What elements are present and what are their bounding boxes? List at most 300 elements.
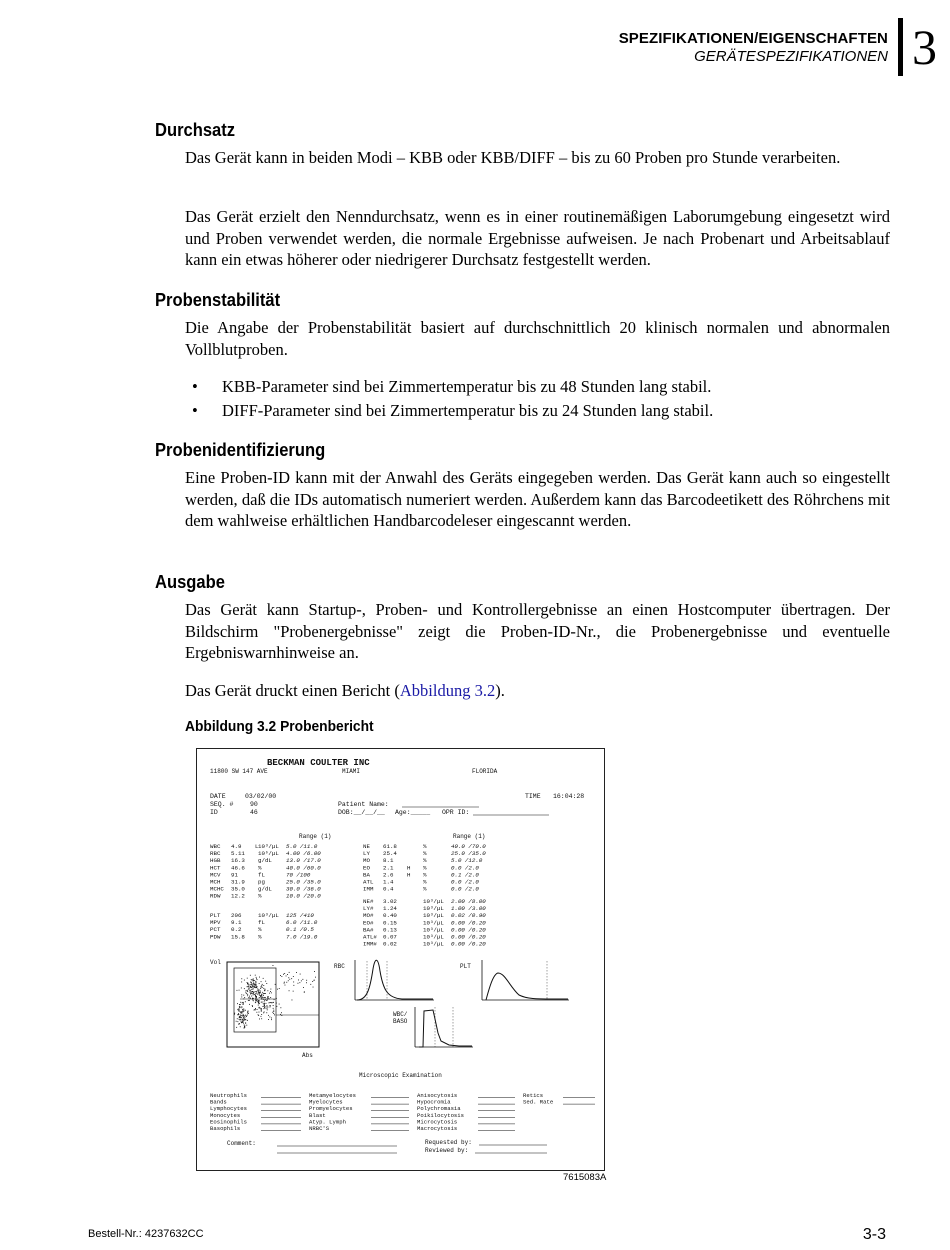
scatter-point: [288, 977, 289, 978]
comment-label: Comment:: [227, 1140, 256, 1147]
result-value: 12.2: [231, 892, 245, 900]
wbc-baso-label-1: WBC/: [393, 1011, 408, 1018]
result-unit: %: [423, 864, 427, 872]
scatter-point: [259, 994, 260, 995]
scatter-point: [246, 1016, 247, 1017]
result-label: BA: [363, 871, 370, 879]
scatter-point: [255, 975, 256, 976]
scatter-point: [267, 1007, 268, 1008]
result-range: 25.0 /35.0: [286, 878, 321, 886]
scatter-point: [254, 980, 255, 981]
report-time: 16:04:28: [553, 793, 585, 800]
scatter-point: [241, 994, 242, 995]
scatter-point: [247, 1015, 248, 1016]
scatter-point: [277, 989, 278, 990]
micro-field-label: Lymphocytes: [210, 1105, 247, 1113]
result-value: 16.3: [231, 857, 245, 865]
scatter-point: [280, 1007, 281, 1008]
result-range: 0.00 /0.20: [451, 919, 486, 927]
scatter-point: [255, 996, 256, 997]
micro-field-label: Blast: [309, 1111, 326, 1119]
scatter-point: [256, 991, 257, 992]
micro-field-label: Myelocytes: [309, 1098, 343, 1106]
result-value: 3.02: [383, 898, 397, 905]
scatter-point: [255, 982, 256, 983]
scatter-point: [261, 986, 262, 987]
scatter-point: [289, 990, 290, 991]
scatter-point: [237, 990, 238, 991]
result-value: 1.24: [383, 905, 397, 913]
scatter-point: [236, 1027, 237, 1028]
result-unit: 10³/µL: [258, 912, 279, 919]
scatter-point: [273, 1011, 274, 1012]
scatter-point: [247, 991, 248, 992]
result-label: PLT: [210, 912, 221, 919]
result-flag: H: [407, 864, 411, 872]
scatter-point: [260, 992, 261, 993]
scatter-point: [276, 1003, 277, 1004]
range-header-right: Range (1): [453, 833, 486, 840]
scatter-point: [251, 982, 252, 983]
heading-probenidentifizierung: Probenidentifizierung: [155, 440, 326, 460]
scatter-point: [255, 1002, 256, 1003]
scatter-point: [249, 996, 250, 997]
scatter-point: [258, 1015, 259, 1016]
rbc-histogram-curve: [357, 960, 433, 1000]
scatter-point: [259, 990, 260, 991]
scatter-point: [257, 979, 258, 980]
scatter-point: [245, 1017, 246, 1018]
scatter-point: [245, 1015, 246, 1016]
scatter-point: [247, 990, 248, 991]
scatter-point: [241, 1012, 242, 1013]
scatter-point: [273, 1002, 274, 1003]
scatter-point: [268, 1019, 269, 1020]
scatter-point: [261, 996, 262, 997]
scatter-point: [250, 986, 251, 987]
scatter-point: [261, 1016, 262, 1017]
result-flag: L: [255, 843, 259, 850]
scatter-point: [250, 992, 251, 993]
scatter-point: [237, 1021, 238, 1022]
micro-field-label: Eosinophils: [210, 1118, 247, 1126]
scatter-point: [255, 984, 256, 985]
scatter-point: [291, 978, 292, 979]
scatter-point: [279, 988, 280, 989]
scatter-point: [241, 1021, 242, 1022]
scatter-point: [284, 983, 285, 984]
result-value: 206: [231, 912, 242, 919]
scatter-point: [293, 982, 294, 983]
result-label: HCT: [210, 864, 221, 872]
result-value: 61.8: [383, 843, 397, 850]
paragraph-ausgabe-1: Das Gerät kann Startup-, Proben- und Kontrollergebnisse an einen Hostcomputer übertragen. Der Bildschirm "Probenergebnisse" zeigt die Proben-ID-Nr., die Probenergebnisse und eventuelle Ergebniswarnhinweise an.: [185, 600, 890, 662]
scatter-point: [306, 982, 307, 983]
scatter-point: [274, 999, 275, 1000]
scatter-point: [257, 1009, 258, 1010]
scatter-point: [256, 977, 257, 978]
diff-results-table: [363, 843, 486, 893]
result-range: 7.0 /19.0: [286, 933, 318, 941]
scatter-point: [270, 991, 271, 992]
scatter-point: [257, 986, 258, 987]
result-unit: 10³/µL: [423, 905, 444, 913]
scatter-point: [248, 989, 249, 990]
result-unit: %: [423, 843, 427, 850]
scatter-point: [257, 994, 258, 995]
scatter-point: [255, 1008, 256, 1009]
scatter-point: [257, 1000, 258, 1001]
scatter-point: [255, 991, 256, 992]
scatter-point: [253, 983, 254, 984]
scatter-point: [261, 999, 262, 1000]
scatter-point: [243, 1020, 244, 1021]
result-unit: pg: [258, 878, 265, 886]
result-unit: g/dL: [258, 885, 272, 893]
micro-field-label: Neutrophils: [210, 1092, 247, 1099]
result-label: PDW: [210, 933, 221, 941]
scatter-point: [244, 1018, 245, 1019]
figure-caption: Abbildung 3.2 Probenbericht: [185, 718, 374, 735]
report-city: MIAMI: [342, 768, 361, 775]
scatter-point: [259, 992, 260, 993]
scatter-point: [259, 977, 260, 978]
result-value: 8.1: [383, 857, 394, 865]
scatter-point: [248, 1013, 249, 1014]
scatter-point: [289, 979, 290, 980]
micro-field-label: Basophils: [210, 1125, 241, 1132]
report-state: FLORIDA: [472, 768, 498, 775]
scatter-point: [255, 996, 256, 997]
range-header-left: Range (1): [299, 833, 332, 840]
result-value: 0.15: [383, 919, 397, 927]
scatter-point: [252, 986, 253, 987]
scatter-point: [268, 996, 269, 997]
scatter-point: [247, 995, 248, 996]
scatter-point: [239, 1004, 240, 1005]
result-label: WBC: [210, 843, 221, 850]
scatter-point: [264, 993, 265, 994]
scatter-point: [273, 1010, 274, 1011]
scatter-point: [241, 982, 242, 983]
scatter-point: [263, 1006, 264, 1007]
microscopic-title: Microscopic Examination: [359, 1072, 442, 1079]
scatter-point: [254, 1010, 255, 1011]
result-label: IMM#: [363, 940, 377, 948]
scatter-point: [253, 994, 254, 995]
scatter-point: [271, 1019, 272, 1020]
scatter-point: [243, 1014, 244, 1015]
scatter-point: [269, 999, 270, 1000]
scatter-point: [244, 1028, 245, 1029]
report-date-label: DATE: [210, 793, 226, 800]
scatter-point: [241, 1022, 242, 1023]
scatter-point: [266, 1007, 267, 1008]
paragraph-durchsatz-2: Das Gerät erzielt den Nenndurchsatz, wenn es in einer routinemäßigen Laborumgebung eingesetzt wird und Proben verwendet werden, die normale Ergebnisse aufweisen. Je nach Probenart und Arbeitsablauf kann ein etwas höherer oder niedrigerer Durchsatz festgestellt werden.: [185, 207, 890, 269]
list-item: • DIFF-Parameter sind bei Zimmertemperatur bis zu 24 Stunden lang stabil.: [185, 399, 885, 423]
scatter-point: [271, 992, 272, 993]
requested-by-label: Requested by:: [425, 1139, 472, 1146]
scatter-point: [267, 990, 268, 991]
scatter-point: [251, 996, 252, 997]
scatter-point: [256, 997, 257, 998]
scatter-point: [298, 980, 299, 981]
scatter-point: [240, 1007, 241, 1008]
paragraph-durchsatz-1: Das Gerät kann in beiden Modi – KBB oder KBB/DIFF – bis zu 60 Proben pro Stunde verarbeiten.: [185, 148, 841, 167]
scatter-point: [261, 1011, 262, 1012]
result-label: PCT: [210, 926, 221, 934]
scatter-point: [283, 974, 284, 975]
scatter-point: [263, 985, 264, 986]
result-label: MO#: [363, 912, 374, 920]
scatter-point: [248, 1000, 249, 1001]
scatter-point: [296, 972, 297, 973]
scatter-point: [258, 1003, 259, 1004]
scatter-point: [247, 983, 248, 984]
page-number: 3-3: [862, 1226, 886, 1243]
scatter-point: [288, 980, 289, 981]
micro-field-label: Anisocytosis: [417, 1092, 458, 1099]
stability-bullet-list: [185, 375, 885, 423]
result-range: 0.00 /0.20: [451, 940, 486, 948]
scatter-point: [245, 1023, 246, 1024]
result-label: MO: [363, 857, 370, 865]
scatter-point: [313, 987, 314, 988]
result-range: 70 /100: [286, 871, 311, 879]
scatter-point: [248, 986, 249, 987]
scatter-point: [301, 980, 302, 981]
result-range: 0.0 /2.0: [451, 864, 479, 872]
report-age-label: Age:_____: [395, 809, 431, 816]
scatter-point: [276, 998, 277, 999]
scatter-point: [241, 1015, 242, 1016]
scatter-point: [245, 1010, 246, 1011]
result-label: MCHC: [210, 885, 224, 893]
scatter-point: [269, 1017, 270, 1018]
scatter-point: [243, 1018, 244, 1019]
scatter-point: [254, 994, 255, 995]
scatter-point: [269, 993, 270, 994]
scatter-point: [268, 998, 269, 999]
scatter-point: [265, 990, 266, 991]
figure-link[interactable]: Abbildung 3.2: [399, 681, 496, 700]
cbc-results-table: [210, 843, 321, 900]
scatter-point: [258, 1005, 259, 1006]
scatter-point: [267, 1008, 268, 1009]
result-unit: 10³/µL: [423, 926, 444, 934]
scatter-point: [260, 995, 261, 996]
scatter-point: [249, 997, 250, 998]
heading-ausgabe: Ausgabe: [155, 572, 225, 592]
sample-report-figure: [196, 748, 605, 1171]
result-value: 1.4: [383, 878, 394, 886]
result-unit: fL: [258, 919, 265, 927]
scatter-point: [253, 985, 254, 986]
result-unit: %: [423, 857, 427, 865]
result-value: 15.8: [231, 933, 245, 941]
result-label: NE#: [363, 898, 374, 905]
scatter-point: [261, 985, 262, 986]
scatter-point: [306, 980, 307, 981]
scatter-point: [303, 987, 304, 988]
scatter-point: [262, 992, 263, 993]
result-value: 2.6: [383, 871, 394, 879]
result-range: 30.0 /36.0: [286, 885, 321, 893]
scatter-point: [237, 1018, 238, 1019]
scatter-point: [243, 1010, 244, 1011]
scatter-point: [237, 1003, 238, 1004]
scatter-point: [243, 1002, 244, 1003]
result-value: 25.4: [383, 850, 397, 858]
result-label: RDW: [210, 892, 221, 900]
scatter-point: [272, 1002, 273, 1003]
scatter-point: [267, 998, 268, 999]
scatter-point: [250, 990, 251, 991]
plt-histogram-curve: [486, 973, 568, 1000]
scatter-point: [252, 979, 253, 980]
scatter-point: [256, 978, 257, 979]
scatter-point: [273, 965, 274, 966]
scatter-point: [255, 984, 256, 985]
result-unit: 10³/µL: [423, 940, 444, 948]
result-label: HGB: [210, 857, 221, 865]
scatter-point: [252, 989, 253, 990]
scatter-point: [238, 1024, 239, 1025]
scatter-point: [280, 1014, 281, 1015]
scatter-point: [243, 995, 244, 996]
scatter-point: [266, 983, 267, 984]
scatter-point: [245, 1001, 246, 1002]
scatter-point: [238, 1013, 239, 1014]
scatterplot-dots: [234, 965, 316, 1028]
scatter-point: [239, 1010, 240, 1011]
scatter-point: [247, 986, 248, 987]
scatter-point: [241, 988, 242, 989]
micro-field-label: Hypocromia: [417, 1098, 451, 1106]
result-label: MPV: [210, 919, 221, 927]
scatter-point: [256, 997, 257, 998]
result-value: 31.9: [231, 878, 245, 886]
scatter-point: [261, 1018, 262, 1019]
micro-field-label: Polychromasia: [417, 1105, 461, 1113]
result-value: 0.07: [383, 933, 397, 941]
scatter-point: [255, 1009, 256, 1010]
result-unit: 10⁶/µL: [258, 850, 279, 858]
scatter-point: [234, 1014, 235, 1015]
result-range: 0.02 /0.90: [451, 912, 486, 920]
report-address: 11800 SW 147 AVE: [210, 768, 268, 775]
scatter-point: [262, 997, 263, 998]
scatter-point: [259, 995, 260, 996]
report-id: 46: [250, 809, 258, 816]
result-range: 5.0 /11.0: [286, 843, 318, 850]
result-label: LY#: [363, 905, 374, 913]
scatter-y-label: Vol: [210, 959, 221, 966]
scatter-point: [240, 1002, 241, 1003]
scatter-point: [286, 976, 287, 977]
paragraph-probenidentifizierung: Eine Proben-ID kann mit der Anwahl des Geräts eingegeben werden. Das Gerät kann auch so eingestellt werden, daß die IDs automatisch numeriert werden. Außerdem kann das Barcodeetikett des Röhrchens mit dem wahlweise erhältlichen Handbarcodeleser eingescannt werden.: [185, 468, 890, 530]
scatter-point: [264, 1012, 265, 1013]
scatter-point: [245, 991, 246, 992]
scatter-point: [240, 1012, 241, 1013]
result-value: 0.13: [383, 926, 397, 934]
scatter-point: [314, 971, 315, 972]
scatter-point: [276, 1006, 277, 1007]
result-range: 0.00 /0.20: [451, 933, 486, 941]
scatter-point: [292, 1000, 293, 1001]
scatter-point: [271, 1002, 272, 1003]
scatter-point: [269, 1002, 270, 1003]
scatter-point: [240, 1017, 241, 1018]
heading-probenstabilitaet: Probenstabilität: [155, 290, 281, 310]
result-value: 0.40: [383, 912, 397, 920]
scatter-point: [271, 1018, 272, 1019]
scatter-point: [252, 998, 253, 999]
scatter-point: [260, 991, 261, 992]
scatterplot-frame: [227, 962, 319, 1047]
result-label: EO: [363, 864, 370, 872]
scatter-point: [267, 1009, 268, 1010]
result-value: 9.1: [231, 919, 242, 927]
scatter-point: [261, 998, 262, 999]
result-unit: 10³/µL: [423, 933, 444, 941]
scatter-point: [244, 1025, 245, 1026]
scatter-point: [263, 999, 264, 1000]
wbc-baso-histogram-curve: [419, 1010, 472, 1047]
result-value: 0.02: [383, 940, 397, 948]
rbc-histogram-label: RBC: [334, 963, 345, 970]
scatter-point: [255, 987, 256, 988]
scatter-point: [252, 985, 253, 986]
scatter-point: [258, 1000, 259, 1001]
scatter-point: [298, 983, 299, 984]
scatter-point: [244, 980, 245, 981]
scatter-point: [264, 1000, 265, 1001]
scatter-point: [247, 1014, 248, 1015]
result-label: ATL: [363, 878, 374, 886]
scatter-point: [265, 981, 266, 982]
scatter-point: [281, 1015, 282, 1016]
scatter-point: [243, 1009, 244, 1010]
scatter-point: [257, 988, 258, 989]
section-title: GERÄTESPEZIFIKATIONEN: [694, 48, 888, 65]
absolute-results-table: [363, 898, 486, 948]
scatter-point: [264, 1001, 265, 1002]
result-unit: %: [258, 926, 262, 934]
scatter-point: [253, 1000, 254, 1001]
scatter-point: [246, 1020, 247, 1021]
result-unit: 10³/µL: [423, 898, 444, 905]
scatter-point: [249, 988, 250, 989]
result-unit: 10³/µL: [423, 919, 444, 927]
scatter-point: [270, 1002, 271, 1003]
result-unit: %: [423, 871, 427, 879]
scatter-point: [257, 1001, 258, 1002]
scatter-point: [244, 1020, 245, 1021]
scatter-point: [265, 999, 266, 1000]
micro-field-label: Monocytes: [210, 1111, 241, 1119]
scatter-point: [286, 982, 287, 983]
result-unit: %: [423, 885, 427, 893]
scatter-point: [256, 993, 257, 994]
scatter-point: [314, 980, 315, 981]
scatter-point: [281, 976, 282, 977]
scatter-point: [302, 979, 303, 980]
micro-field-label: Atyp. Lymph: [309, 1118, 346, 1126]
scatter-point: [270, 1005, 271, 1006]
result-range: 0.0 /2.0: [451, 878, 479, 886]
scatter-point: [249, 1000, 250, 1001]
